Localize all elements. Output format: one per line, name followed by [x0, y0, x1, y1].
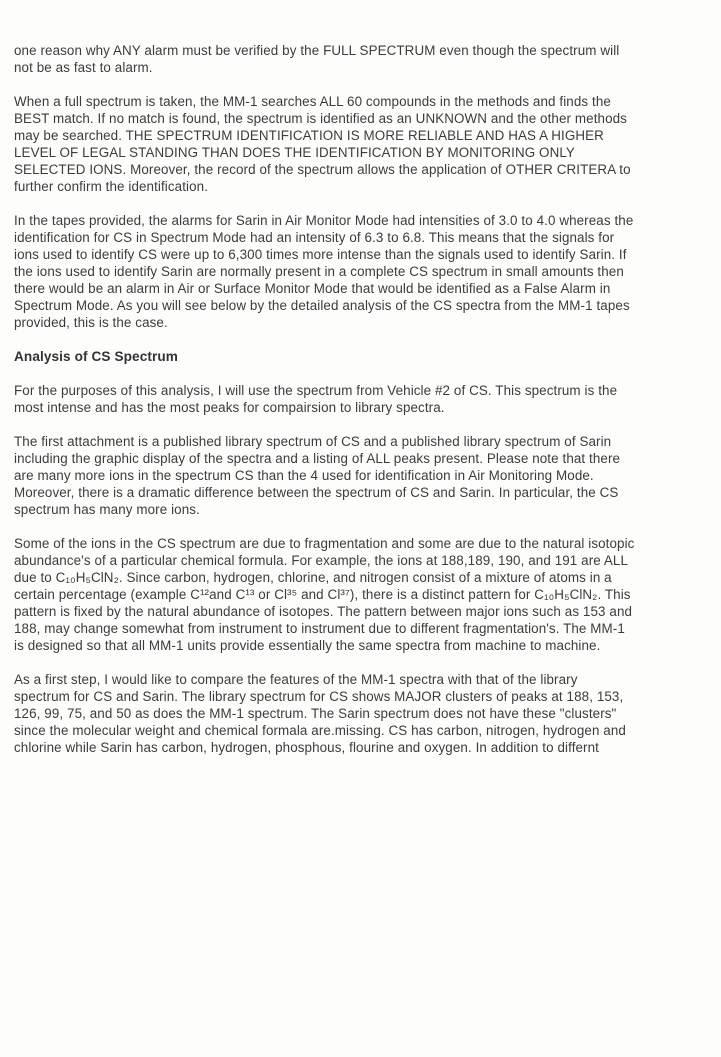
- section-heading-analysis-of-cs-spectrum: Analysis of CS Spectrum: [14, 349, 178, 364]
- paragraph-tapes-intensities: In the tapes provided, the alarms for Sarin in Air Monitor Mode had intensities of 3.0 to 4.0 whereas the identification for CS in Spectrum Mode had an intensity of 6.3 to 6.8. This means that the signals for ions used to identify CS were up to 6,300 times more intense than the signals used to identify Sarin. If the ions used to identify Sarin are normally present in a complete CS spectrum in small amounts then there would be an alarm in Air or Surface Monitor Mode that would be identified as a False Alarm in Spectrum Mode. As you will see below by the detailed analysis of the CS spectra from the MM-1 tapes provided, this is the case.: [14, 213, 634, 330]
- paragraph-analysis-purpose: For the purposes of this analysis, I will use the spectrum from Vehicle #2 of CS. This spectrum is the most intense and has the most peaks for compairsion to library spectra.: [14, 383, 618, 415]
- paragraph-isotopic-abundance: Some of the ions in the CS spectrum are due to fragmentation and some are due to the natural isotopic abundance's of a particular chemical formula. For example, the ions at 188,189, 190, and 191 are ALL due to C₁₀H₅ClN₂. Since carbon, hydrogen, chlorine, and nitrogen consist of a mixture of atoms in a certain percentage (example C¹²and C¹³ or Cl³⁵ and Cl³⁷), there is a distinct pattern for C₁₀H₅ClN₂. This pattern is fixed by the natural abundance of isotopes. The pattern between major ions such as 153 and 188, may change somewhat from instrument to instrument due to different fragmentation's. The MM-1 is designed so that all MM-1 units provide essentially the same spectra from machine to machine.: [14, 536, 635, 653]
- paragraph-first-step-comparison: As a first step, I would like to compare the features of the MM-1 spectra with that of the library spectrum for CS and Sarin. The library spectrum for CS shows MAJOR clusters of peaks at 188, 153, 126, 99, 75, and 50 as does the MM-1 spectrum. The Sarin spectrum does not have these "clusters" since the molecular weight and chemical formala are.missing. CS has carbon, nitrogen, hydrogen and chlorine while Sarin has carbon, hydrogen, phosphous, flourine and oxygen. In addition to differnt: [14, 672, 626, 755]
- paragraph-full-spectrum-search: When a full spectrum is taken, the MM-1 searches ALL 60 compounds in the methods and finds the BEST match. If no match is found, the spectrum is identified as an UNKNOWN and the other methods may be searched. THE SPECTRUM IDENTIFICATION IS MORE RELIABLE AND HAS A HIGHER LEVEL OF LEGAL STANDING THAN DOES THE IDENTIFICATION BY MONITORING ONLY SELECTED IONS. Moreover, the record of the spectrum allows the application of OTHER CRITERA to further confirm the identification.: [14, 94, 631, 194]
- paragraph-alarm-verification: one reason why ANY alarm must be verified by the FULL SPECTRUM even though the spectrum will not be as fast to alarm.: [14, 43, 620, 75]
- paragraph-first-attachment: The first attachment is a published library spectrum of CS and a published library spectrum of Sarin including the graphic display of the spectra and a listing of ALL peaks present. Please note that there are many more ions in the spectrum CS than the 4 used for identification in Air Monitoring Mode. Moreover, there is a dramatic difference between the spectrum of CS and Sarin. In particular, the CS spectrum has many more ions.: [14, 434, 621, 517]
